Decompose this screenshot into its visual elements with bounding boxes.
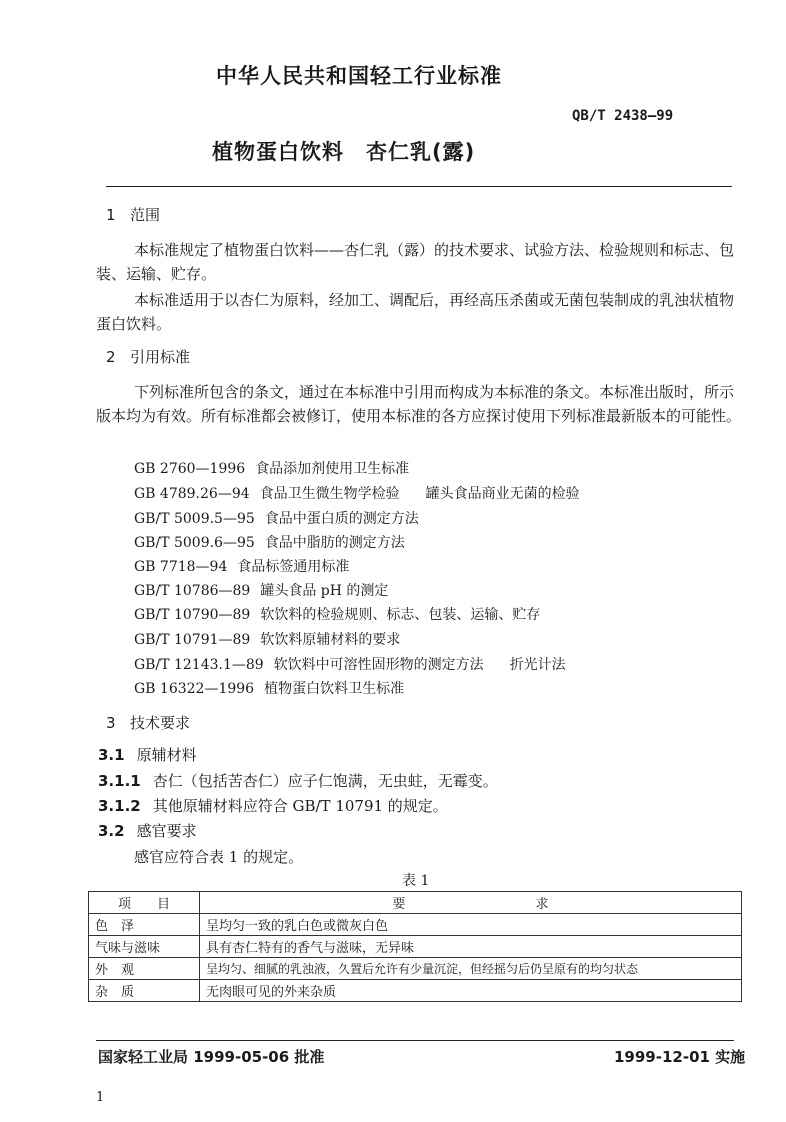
- table-cell-item: 杂 质: [89, 980, 200, 1002]
- section-3-1-2: [98, 795, 448, 816]
- section-number: 3: [106, 714, 116, 732]
- reference-name: 软饮料原辅材料的要求: [260, 632, 401, 648]
- section-title: 范围: [130, 206, 161, 224]
- reference-code: GB 7718—94: [134, 559, 228, 575]
- reference-name: 软饮料的检验规则、标志、包装、运输、贮存: [260, 607, 541, 623]
- reference-code: GB/T 10790—89: [134, 607, 251, 623]
- table-row: [89, 914, 742, 936]
- reference-name: 食品添加剂使用卫生标准: [255, 461, 410, 477]
- reference-name: 软饮料中可溶性固形物的测定方法: [273, 657, 484, 673]
- reference-standard: [134, 532, 405, 552]
- reference-note: 折光计法: [509, 657, 566, 673]
- section-title: 技术要求: [130, 714, 191, 732]
- section-number: 1: [106, 206, 116, 224]
- reference-name: 罐头食品 pH 的测定: [260, 583, 389, 599]
- section-number: 3.1.2: [98, 797, 141, 815]
- table-cell-requirement: 呈均匀一致的乳白色或微灰白色: [200, 914, 742, 936]
- section-2-heading: [106, 346, 190, 367]
- reference-code: GB/T 12143.1—89: [134, 657, 264, 673]
- section-3-1-heading: [98, 744, 197, 765]
- standard-code: QB/T 2438—99: [572, 108, 674, 124]
- reference-name: 食品中脂肪的测定方法: [264, 535, 405, 551]
- section-title: 感官要求: [136, 822, 197, 840]
- section-number: 2: [106, 348, 116, 366]
- column-header-requirement: 要 求: [200, 892, 742, 914]
- reference-name: 植物蛋白饮料卫生标准: [264, 681, 405, 697]
- reference-standard: [134, 629, 400, 649]
- section-1-heading: [106, 204, 160, 225]
- table-header-row: [89, 892, 742, 914]
- column-header-item: 项 目: [89, 892, 200, 914]
- table-cell-item: 气味与滋味: [89, 936, 200, 958]
- reference-code: GB 4789.26—94: [134, 486, 250, 502]
- reference-standard: [134, 604, 540, 624]
- section-number: 3.1: [98, 746, 125, 764]
- table-cell-requirement: 无肉眼可见的外来杂质: [200, 980, 742, 1002]
- reference-standard: [134, 508, 419, 528]
- section-3-2-text: 感官应符合表 1 的规定。: [134, 848, 304, 866]
- table-row: [89, 936, 742, 958]
- reference-name: 食品卫生微生物学检验: [259, 486, 400, 502]
- section-3-1-1: [98, 770, 498, 791]
- table-row: [89, 958, 742, 980]
- reference-note: 罐头食品商业无菌的检验: [425, 486, 580, 502]
- reference-standard: [134, 654, 566, 674]
- approval-statement: 国家轻工业局 1999-05-06 批准: [98, 1048, 325, 1066]
- section-title: 引用标准: [130, 348, 191, 366]
- section-2-paragraph: 下列标准所包含的条文，通过在本标准中引用而构成为本标准的条文。本标准出版时，所示版本均为有效。所有标准都会被修订，使用本标准的各方应探讨使用下列标准最新版本的可能性。: [96, 383, 742, 425]
- document-title: 植物蛋白饮料 杏仁乳(露): [212, 140, 476, 164]
- sensory-requirements-table: [88, 891, 742, 1002]
- org-title: 中华人民共和国轻工行业标准: [216, 64, 502, 88]
- section-1-paragraph-1: 本标准规定了植物蛋白饮料——杏仁乳（露）的技术要求、试验方法、检验规则和标志、包装、运输、贮存。: [96, 241, 735, 283]
- table-row: [89, 980, 742, 1002]
- section-text: 其他原辅材料应符合 GB/T 10791 的规定。: [152, 797, 448, 815]
- page-number: 1: [96, 1090, 105, 1105]
- section-3-heading: [106, 712, 190, 733]
- reference-code: GB/T 5009.6—95: [134, 535, 255, 551]
- reference-standard: [134, 678, 404, 698]
- section-number: 3.1.1: [98, 772, 141, 790]
- table-cell-item: 外 观: [89, 958, 200, 980]
- reference-standard: [134, 556, 349, 576]
- table-cell-item: 色 泽: [89, 914, 200, 936]
- reference-code: GB/T 10791—89: [134, 632, 251, 648]
- reference-code: GB/T 10786—89: [134, 583, 251, 599]
- header-divider: [106, 186, 732, 187]
- section-3-2-heading: [98, 820, 197, 841]
- reference-code: GB 16322—1996: [134, 681, 255, 697]
- reference-code: GB 2760—1996: [134, 461, 246, 477]
- table-cell-requirement: 呈均匀、细腻的乳浊液，久置后允许有少量沉淀，但经摇匀后仍呈原有的均匀状态: [200, 958, 742, 980]
- section-title: 原辅材料: [136, 746, 197, 764]
- reference-standard: [134, 483, 580, 503]
- section-number: 3.2: [98, 822, 125, 840]
- reference-standard: [134, 580, 388, 600]
- section-1-paragraph-2: 本标准适用于以杏仁为原料，经加工、调配后，再经高压杀菌或无菌包装制成的乳浊状植物蛋白饮料。: [96, 291, 735, 333]
- section-text: 杏仁（包括苦杏仁）应子仁饱满，无虫蛀，无霉变。: [152, 772, 498, 790]
- table-caption: 表 1: [402, 873, 430, 889]
- footer-divider: [96, 1040, 734, 1041]
- reference-standard: [134, 458, 409, 478]
- reference-name: 食品中蛋白质的测定方法: [264, 511, 419, 527]
- reference-name: 食品标签通用标准: [237, 559, 350, 575]
- effective-date: 1999-12-01 实施: [614, 1048, 746, 1066]
- table-cell-requirement: 具有杏仁特有的香气与滋味，无异味: [200, 936, 742, 958]
- reference-code: GB/T 5009.5—95: [134, 511, 255, 527]
